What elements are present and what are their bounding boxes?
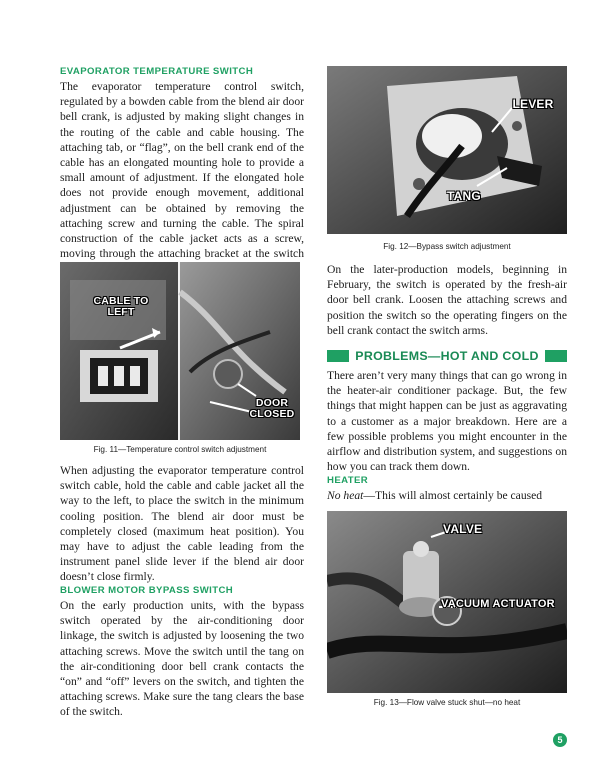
fig13-caption: Fig. 13—Flow valve stuck shut—no heat <box>373 698 521 707</box>
fig12-caption: Fig. 12—Bypass switch adjustment <box>383 242 511 251</box>
fig11-caption: Fig. 11—Temperature control switch adjustment <box>93 445 267 454</box>
blower-paragraph: On the early production units, with the bypass switch operated by the air-conditioning door linkage, the switch is adjusted by loosening the two attaching screws. Move the switch until the tang on the air-conditioning door bell crank contacts the “on” and “off” levers on the switch, and tighten the attaching screws. Make sure the tang clears the base of the switch. <box>60 599 304 719</box>
fig13-photo <box>327 511 567 693</box>
problems-paragraph: There aren’t very many things that can go wrong in the heater-air conditioner package. But, the few things that might happen can be just as aggravating to a customer as a major breakdown. Here are a few possible problems you might encounter in the airflow and distribution system, and suggestions on how you can track them down. <box>327 369 567 474</box>
problems-banner-text: PROBLEMS—HOT AND COLD <box>355 349 539 363</box>
fig12-callout-tang: TANG <box>447 189 481 203</box>
fig12-photo-art <box>327 66 567 234</box>
heater-paragraph <box>327 488 567 503</box>
heater-body: —This will almost certainly be caused <box>363 489 543 502</box>
fig11-callout-cable: CABLE TO LEFT <box>93 295 149 319</box>
evaporator-heading: EVAPORATOR TEMPERATURE SWITCH <box>60 66 254 77</box>
heater-heading: HEATER <box>327 475 369 486</box>
page-number: 5 <box>553 733 567 747</box>
fig12-photo <box>327 66 567 234</box>
evaporator-paragraph: The evaporator temperature control switch, regulated by a bowden cable from the blend air door bell crank, is adjusted by making slight changes in the routing of the cable and cable housing. The attaching tab, or “flag”, on the bell crank end of the cable has an elongated mounting hole to provide a small amount of adjustment. If the elongated hole does not provide enough movement, additional adjustment can be obtained by removing the attaching screw and turning the cable. The spiral construction of the cable jacket acts as a screw, moving through the attaching bracket at the switch <box>60 80 304 261</box>
later-production-paragraph: On the later-production models, beginning in February, the switch is operated by the fresh-air door bell crank. Loosen the attaching screws and position the switch so the operating fingers on the bell crank contact the switch arms. <box>327 263 567 337</box>
banner-bar-left <box>327 350 349 362</box>
fig13-callout-valve: VALVE <box>443 522 483 536</box>
fig12-callout-lever: LEVER <box>512 97 554 111</box>
blower-heading: BLOWER MOTOR BYPASS SWITCH <box>60 585 234 596</box>
adjusting-paragraph: When adjusting the evaporator temperature control switch cable, hold the cable and cable jacket all the way to the left, to place the switch in the minimum cooling position. The blend air door must be completely closed (maximum heat position). You may have to adjust the cable leading from the instrument panel slide lever if the blend air door doesn’t close firmly. <box>60 464 304 584</box>
fig11-callout-door: DOOR CLOSED <box>249 397 295 421</box>
fig11-photo <box>60 262 300 440</box>
fig13-callout-actuator: VACUUM ACTUATOR <box>441 598 555 610</box>
problems-banner <box>327 347 567 365</box>
heater-lead: No heat <box>327 489 364 502</box>
banner-bar-right <box>545 350 567 362</box>
